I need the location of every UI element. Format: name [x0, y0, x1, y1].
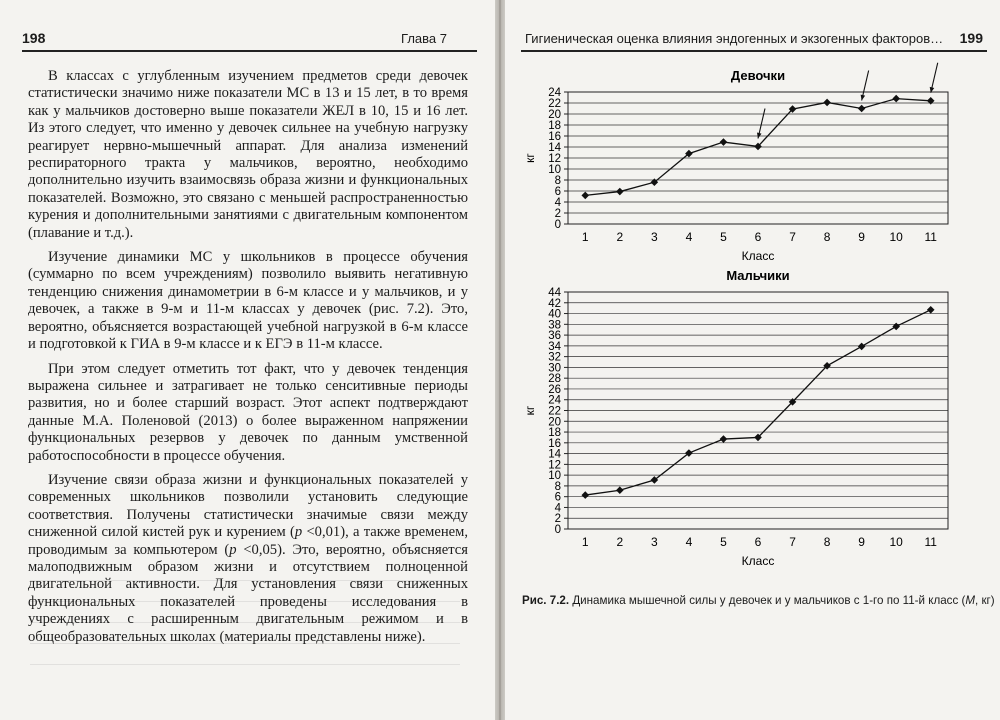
girls-y-axis-label: кг [523, 153, 537, 163]
boys-data-point [720, 435, 728, 443]
girls-x-tick-label: 6 [754, 230, 762, 244]
p-value-symbol-2: p [229, 541, 237, 558]
boys-x-tick-label: 11 [924, 535, 937, 549]
girls-data-point [927, 97, 935, 105]
caption-label: Рис. 7.2. [522, 594, 570, 607]
boys-y-tick-label: 6 [554, 491, 561, 504]
boys-y-tick-label: 22 [548, 405, 561, 418]
figure-caption [522, 594, 995, 607]
running-head-right: Гигиеническая оценка влияния эндогенных и экзогенных факторов… [525, 31, 944, 46]
caption-text-2: , кг) [975, 594, 995, 607]
girls-y-tick-label: 24 [548, 87, 561, 99]
girls-data-point [892, 95, 900, 103]
girls-data-point [823, 99, 831, 107]
girls-data-point [581, 192, 589, 200]
boys-x-tick-label: 5 [720, 535, 727, 549]
boys-y-tick-label: 14 [548, 448, 561, 461]
girls-x-tick-label: 4 [685, 230, 693, 244]
page-number-left: 198 [22, 30, 46, 46]
boys-y-axis-label: кг [523, 405, 537, 416]
page-number-right: 199 [959, 30, 983, 46]
girls-x-tick-label: 11 [924, 230, 937, 244]
boys-y-tick-label: 34 [548, 340, 561, 353]
boys-x-tick-label: 8 [823, 535, 831, 549]
boys-x-tick-label: 7 [789, 535, 796, 549]
running-head-left: Глава 7 [401, 31, 447, 46]
girls-y-tick-label: 4 [554, 197, 561, 209]
girls-x-tick-label: 9 [858, 230, 865, 244]
boys-y-tick-label: 16 [548, 437, 561, 450]
paragraph-4-part-2: <0,01), а также временем, проводимым за компьютером ( [28, 524, 468, 558]
girls-title: Девочки [730, 68, 786, 83]
boys-y-tick-label: 38 [548, 319, 561, 332]
left-page-header [22, 28, 477, 52]
boys-title: Мальчики [726, 270, 790, 283]
boys-y-tick-label: 18 [548, 427, 561, 440]
right-page-header [521, 28, 987, 52]
boys-data-point [858, 343, 866, 351]
boys-x-tick-label: 2 [616, 535, 624, 549]
paragraph-4 [28, 472, 468, 646]
girls-y-tick-label: 6 [554, 186, 561, 198]
boys-y-tick-label: 24 [548, 394, 561, 407]
caption-text-1: Динамика мышечной силы у девочек и у мальчиков с 1-го по 11-й класс ( [569, 594, 966, 607]
boys-y-tick-label: 32 [548, 351, 561, 364]
girls-x-tick-label: 10 [889, 230, 903, 244]
girls-x-tick-label: 5 [720, 230, 727, 244]
girls-x-tick-label: 8 [823, 230, 831, 244]
girls-x-tick-label: 3 [651, 230, 658, 244]
left-page [0, 0, 495, 720]
paragraph-1: В классах с углубленным изучением предметов среди девочек статистически значимо ниже показатели МС в 13 и 15 лет, в то время как у мальчиков достоверно выше показатели ЖЕЛ в 10, 15 и 16 лет. Из этого следует, что именно у девочек сильнее на учебную нагрузку реагирует нервно-мышечный аппарат. Для анализа изменений респираторного тракта у мальчиков, вероятно, необходимо дополнительно изучить взаимосвязь образа жизни и функциональных показателей. Возможно, это связано с меньшей распространенностью курения и дополнительными занятиями с двигательным компонентом (плавание и т.д.). [28, 68, 468, 241]
boys-data-point [581, 491, 589, 499]
boys-y-tick-label: 44 [548, 287, 561, 299]
chart-boys-svg [522, 270, 962, 585]
girls-x-tick-label: 2 [616, 230, 624, 244]
boys-y-tick-label: 10 [548, 470, 561, 483]
girls-y-tick-label: 10 [548, 164, 561, 176]
girls-x-tick-label: 7 [789, 230, 796, 244]
p-value-symbol-1: p [294, 524, 303, 541]
boys-y-tick-label: 36 [548, 330, 561, 343]
girls-y-tick-label: 0 [554, 219, 561, 231]
girls-y-tick-label: 12 [548, 153, 561, 165]
boys-x-tick-label: 3 [651, 535, 658, 549]
boys-y-tick-label: 42 [548, 297, 561, 310]
boys-y-tick-label: 0 [554, 524, 561, 536]
boys-data-point [892, 323, 900, 331]
boys-y-tick-label: 2 [554, 513, 561, 526]
boys-x-tick-label: 9 [858, 535, 865, 549]
boys-y-tick-label: 12 [548, 459, 561, 472]
girls-y-tick-label: 22 [548, 98, 561, 110]
boys-y-tick-label: 8 [554, 480, 561, 493]
caption-italic: М [965, 594, 976, 607]
boys-y-tick-label: 20 [548, 416, 561, 429]
girls-y-tick-label: 20 [548, 109, 561, 121]
boys-x-tick-label: 1 [581, 535, 589, 549]
girls-data-point [720, 138, 728, 146]
boys-y-tick-label: 30 [548, 362, 561, 375]
girls-data-point [616, 188, 624, 196]
chart-girls-svg [522, 60, 962, 270]
boys-y-tick-label: 26 [548, 383, 561, 396]
boys-x-tick-label: 4 [685, 535, 693, 549]
girls-y-tick-label: 2 [554, 208, 561, 220]
boys-x-axis-label: Класс [741, 554, 775, 568]
chart-girls [522, 60, 962, 275]
girls-x-tick-label: 1 [581, 230, 589, 244]
boys-y-tick-label: 40 [548, 308, 561, 321]
boys-data-point [616, 486, 624, 494]
paragraph-3: При этом следует отметить тот факт, что у девочек тенденция выражена сильнее и затрагивает не только сенситивные периоды развития, но и более старший возраст. Этот аспект подтверждают данные М.А. Поленовой (2013) о более выраженном напряжении функциональных резервов у девочек по данным умственной работоспособности в процессе обучения. [28, 360, 468, 464]
boys-x-tick-label: 6 [754, 535, 762, 549]
boys-data-point [927, 306, 935, 314]
paragraph-4-part-1: Изучение связи образа жизни и функциональных показателей у современных школьников позволили установить следующие соответствия. Получены статистически значимые связи между сниженной силой кистей рук и курением ( [28, 471, 468, 541]
chart-boys [522, 270, 962, 590]
boys-series-line [585, 310, 930, 495]
girls-y-tick-label: 8 [554, 175, 561, 187]
girls-x-axis-label: Класс [741, 249, 775, 263]
girls-data-point [858, 105, 866, 113]
boys-y-tick-label: 28 [548, 373, 561, 386]
girls-y-tick-label: 16 [548, 131, 561, 143]
paragraph-2: Изучение динамики МС у школьников в процессе обучения (суммарно по всем учреждениям) позволило выявить негативную тенденцию снижения динамометрии в 6-м классе и у мальчиков, и у девочек, а также в 9-м и 11-м классах у девочек (рис. 7.2). Это, вероятно, объясняется возрастающей учебной нагрузкой в 6-м классе и подготовкой к ГИА в 9-м классе и к ЕГЭ в 11-м классе. [28, 249, 468, 353]
boys-y-tick-label: 4 [554, 502, 561, 515]
girls-y-tick-label: 14 [548, 142, 561, 154]
paragraph-4-part-3: <0,05). Это, вероятно, объясняется малоподвижным образом жизни и отсутствием полноценной двигательной активности. Для установления связи сниженных функциональных показателей проведены исследования в учреждениях с расширенным двигательным режимом и в общеобразовательных школах (материалы представлены ниже). [28, 541, 468, 645]
boys-x-tick-label: 10 [889, 535, 903, 549]
body-text [28, 68, 468, 653]
girls-y-tick-label: 18 [548, 120, 561, 132]
